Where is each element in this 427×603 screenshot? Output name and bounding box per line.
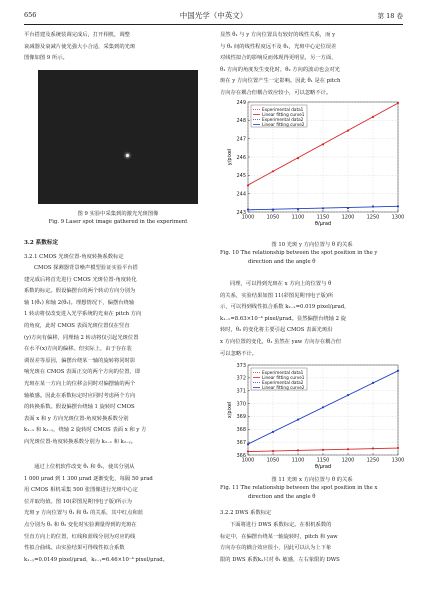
text-line: 示，可以得到线性拟合系数 k₂₋ₓ=0.019 pixel/μrad， bbox=[220, 304, 350, 311]
legend-label: Experimental data2 bbox=[262, 117, 304, 122]
y-tick-label: 366 bbox=[236, 452, 246, 459]
fig11-chart bbox=[226, 361, 404, 471]
text-line: 对线性拟合的影响反而体现得更明显，另一方面， bbox=[220, 55, 337, 62]
text-line: k₁₋ₓ 和 k₁₋ᵧ，绕轴 2 旋转时 CMOS 表面 x 和 y 方 bbox=[24, 427, 147, 434]
chart-legend bbox=[251, 368, 307, 390]
text-line: x 方向位置的变化，θ₁ 虽然在 yaw 方向存在耦合但 bbox=[220, 338, 342, 345]
x-tick-label: 1150 bbox=[316, 214, 330, 221]
x-tick-label: 1100 bbox=[291, 214, 305, 221]
x-tick-label: 1250 bbox=[366, 457, 380, 464]
fit-line-2 bbox=[248, 448, 398, 451]
text-line: 的关系，实验结果如图 11(彩图见期刊电子版)所 bbox=[220, 292, 334, 299]
y-tick-label: 243 bbox=[236, 209, 246, 216]
text-line: 在水平(x)方向的偏移。但实际上，由于存在装 bbox=[24, 346, 132, 353]
chart-legend bbox=[251, 105, 307, 127]
fig9-caption bbox=[24, 210, 212, 227]
x-tick-label: 1300 bbox=[391, 214, 404, 221]
text-line: 限的 DWS 系数kₑ只对 θ₁ 敏感，左右象限的 DWS bbox=[220, 556, 340, 563]
x-tick-label: 1050 bbox=[266, 214, 280, 221]
x-tick-label: 1100 bbox=[291, 457, 305, 464]
y-tick-label: 367 bbox=[236, 439, 246, 446]
text-line: (y)方向有偏移，同理轴 2 转动将仅引起光斑位置 bbox=[24, 334, 139, 341]
x-tick-label: 1200 bbox=[341, 457, 355, 464]
text-line: 转时，θ₂ 的变化将主要引起 CMOS 表面光斑沿 bbox=[220, 327, 333, 334]
text-line: 可以忽略不计。 bbox=[220, 350, 258, 357]
section-3-2-heading: 3.2 系数标定 bbox=[24, 240, 59, 246]
right-para-2 bbox=[220, 279, 404, 360]
text-line: 标定中，在偏摆台绕某一轴旋转时，pitch 和 yaw bbox=[220, 533, 338, 540]
volume-label: 第 18 卷 bbox=[377, 12, 403, 20]
x-tick-label: 1000 bbox=[241, 457, 255, 464]
y-tick-label: 372 bbox=[236, 375, 246, 382]
y-tick-label: 369 bbox=[236, 414, 246, 421]
left-para-2 bbox=[24, 263, 212, 449]
y-tick-label: 244 bbox=[236, 191, 246, 198]
text-line: k₁₋ᵧ=0.0149 pixel/μrad，k₂₋ᵧ=6.46×10⁻⁴ pixel/μrad。 bbox=[24, 556, 168, 563]
text-line: 平台搭建及系统装调完成后，打开相机，调整 bbox=[24, 32, 130, 38]
text-line: 的角度，此时 CMOS 表面光斑位置仅在竖直 bbox=[24, 322, 130, 329]
text-line: 点分别为 θ₁ 和 θ₂ 变化时实验测量得到的光斑在 bbox=[24, 521, 137, 528]
caption-en: Fig. 9 Laser spot image gathered in the experiment bbox=[48, 219, 188, 226]
laser-spot bbox=[126, 154, 129, 157]
legend-label: Linear fitting curve2 bbox=[262, 385, 305, 390]
y-tick-label: 370 bbox=[236, 401, 246, 408]
text-line: 下面将进行 DWS 系数标定。在相机系数的 bbox=[230, 522, 332, 528]
legend-label: Experimental data2 bbox=[262, 380, 304, 385]
text-line: 1 转动将仅改变进入光学系统的光束在 pitch 方向 bbox=[24, 311, 142, 318]
text-line: 显然 θ₁ 与 y 方向位置具有较好的线性关系，而 y bbox=[220, 32, 336, 38]
x-tick-label: 1150 bbox=[316, 457, 330, 464]
y-tick-label: 245 bbox=[236, 173, 246, 180]
caption-en: Fig. 11 The relationship between the spot position in the x bbox=[220, 485, 378, 492]
text-line: 竖直方向上的位置，红线和蓝线分别为对应的线 bbox=[24, 533, 136, 540]
text-line: 建完成后将首先进行 CMOS 光斑位置-角度转化 bbox=[24, 276, 137, 283]
text-line: 光斑 y 方向位置与 θ₁ 和 θ₂ 的关系，其中红点和蓝 bbox=[24, 510, 144, 517]
text-line: 方向存在耦合但耦合效应较小，可以忽略不计。 bbox=[220, 89, 332, 96]
text-line: 用 CMOS 相机采集 500 张图像进行光斑中心定 bbox=[24, 487, 138, 494]
text-line: 轴 1(θ₁) 和轴 2(θ₂)。理想情况下，偏摆台绕轴 bbox=[24, 299, 135, 306]
text-line: 表面 x 和 y 方向光斑位置-角度转换系数分别 bbox=[24, 415, 129, 422]
caption-cn: 图 11 光斑 x 方向位置与 θ 的关系 bbox=[271, 477, 353, 483]
text-line: 光斑在某一方向上的位移会同时对偏摆轴的两个 bbox=[24, 380, 136, 387]
x-tick-label: 1050 bbox=[266, 457, 280, 464]
legend-label: Experimental data1 bbox=[262, 370, 304, 375]
left-para-3 bbox=[24, 462, 212, 566]
legend-label: Experimental data1 bbox=[262, 107, 304, 112]
y-axis-label: y/pixel bbox=[227, 148, 233, 166]
text-line: 通过上位机软件改变 θ₁ 和 θ₂，使其分别从 bbox=[34, 464, 135, 470]
x-tick-label: 1250 bbox=[366, 214, 380, 221]
fig10-chart bbox=[226, 98, 404, 228]
text-line: 轴敏感。因此在系数标定时应同时考虑两个方向 bbox=[24, 392, 136, 399]
x-axis-label: θ/μrad bbox=[314, 221, 332, 227]
page-number: 656 bbox=[24, 11, 37, 19]
x-tick-label: 1300 bbox=[391, 457, 404, 464]
legend-label: Linear fitting curve1 bbox=[262, 375, 305, 380]
text-line: 斑在 y 方向位置产生一定影响。因此 θ₁ 是在 pitch bbox=[220, 78, 341, 85]
fig10-caption bbox=[220, 241, 404, 266]
caption-cn: 图 10 光斑 y 方向位置与 θ 的关系 bbox=[271, 242, 353, 248]
text-line: 图像如图 9 所示。 bbox=[24, 55, 68, 62]
right-para-3 bbox=[220, 520, 404, 566]
y-axis-label: x/pixel bbox=[227, 401, 233, 419]
laser-spot-image bbox=[38, 70, 198, 204]
caption-en: direction and the angle θ bbox=[248, 258, 316, 265]
journal-title: 中国光学（中英文） bbox=[179, 11, 248, 20]
legend-label: Linear fitting curve1 bbox=[262, 112, 305, 117]
text-line: 1 000 μrad 到 1 300 μrad 逐渐变化，每隔 50 μrad bbox=[24, 475, 153, 482]
y-tick-label: 368 bbox=[236, 427, 246, 434]
caption-en: direction and the angle θ bbox=[248, 493, 316, 500]
left-para-1 bbox=[24, 30, 212, 65]
y-tick-label: 246 bbox=[236, 154, 246, 161]
legend-label: Linear fitting curve2 bbox=[262, 122, 305, 127]
y-tick-label: 247 bbox=[236, 136, 246, 143]
text-line: 调误差等原因，偏摆台绕某一轴的旋转将同时影 bbox=[24, 357, 136, 364]
text-line: 与 θ₂ 间的线性程度远不及 θ₁，光斑中心定位误差 bbox=[220, 43, 337, 50]
header-rule bbox=[24, 24, 403, 25]
text-line: 系数的标定。假设偏摆台的两个转动方向分别为 bbox=[24, 288, 136, 295]
y-tick-label: 249 bbox=[236, 99, 246, 106]
right-para-1 bbox=[220, 30, 404, 100]
section-3-2-1-heading: 3.2.1 CMOS 光斑位置-角度转换系数标定 bbox=[24, 254, 124, 260]
y-tick-label: 373 bbox=[236, 362, 246, 369]
x-tick-label: 1000 bbox=[241, 214, 255, 221]
section-3-2-2-heading: 3.2.2 DWS 系数标定 bbox=[220, 510, 272, 516]
text-line: 方向存在的耦合效应很小，因此可以认为上下象 bbox=[220, 545, 332, 552]
caption-en: Fig. 10 The relationship between the spot position in the y bbox=[220, 250, 378, 257]
text-line: 性拟合曲线。由实验结果可得线性拟合系数 bbox=[24, 545, 125, 552]
caption-cn: 图 9 实验中采集到的激光光斑图像 bbox=[77, 211, 159, 217]
text-line: 衰减器及衰减片使光强大小合适，采集到的光斑 bbox=[24, 43, 136, 50]
text-line: 位并取均值。图 10(彩图见期刊电子版)所示为 bbox=[24, 498, 132, 505]
y-tick-label: 371 bbox=[236, 388, 246, 395]
x-tick-label: 1200 bbox=[341, 214, 355, 221]
x-axis-label: θ/μrad bbox=[314, 464, 332, 470]
text-line: θ₁ 方向的角度发生变化时，θ₂ 方向的波动也会对光 bbox=[220, 66, 340, 73]
text-line: 的转换系数。假设偏摆台绕轴 1 旋转时 CMOS bbox=[24, 404, 135, 411]
text-line: CMOS 探测器背景噪声模型验证实验平台搭 bbox=[34, 265, 138, 271]
y-tick-label: 248 bbox=[236, 118, 246, 125]
text-line: k₁₋ₓ=8.63×10⁻⁴ pixel/μrad。显然偏摆台绕轴 2 旋 bbox=[220, 315, 347, 322]
text-line: 向光斑位置-角度转换系数分别为 k₂₋ₓ 和 k₂₋ᵧ。 bbox=[24, 438, 137, 445]
fig11-caption bbox=[220, 476, 404, 501]
text-line: 同理，可以得到光斑在 x 方向上的位置与 θ bbox=[230, 281, 332, 287]
text-line: 响光斑在 CMOS 表面正交的两个方向的位置，即 bbox=[24, 369, 141, 376]
